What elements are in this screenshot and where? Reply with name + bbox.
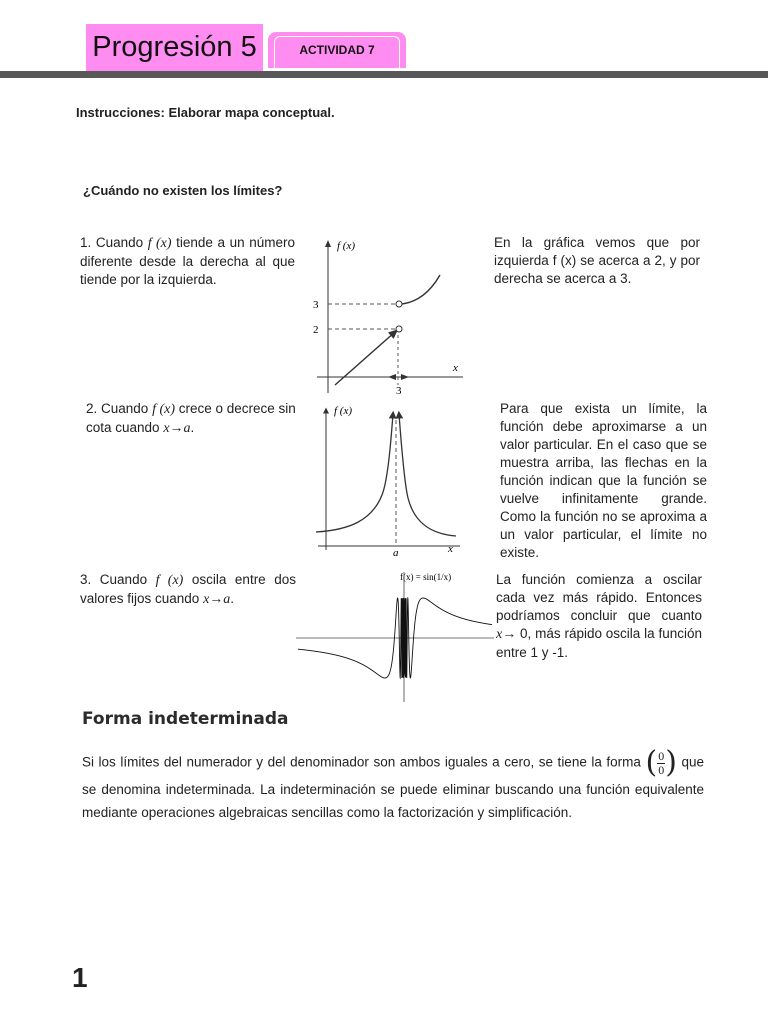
case3-text-part: . xyxy=(230,591,235,606)
x-arrow-left xyxy=(388,374,396,380)
x-axis-label: x xyxy=(448,543,453,555)
fraction-denominator: 0 xyxy=(658,762,665,777)
zero-over-zero-fraction: ( $\frac{0}{0}$ ) xyxy=(645,745,677,780)
activity-tab xyxy=(268,32,406,68)
activity-tab-label: ACTIVIDAD 7 xyxy=(299,43,375,57)
instructions-text: Instrucciones: Elaborar mapa conceptual. xyxy=(76,105,335,120)
case3-math: f (x) xyxy=(155,573,184,588)
right-branch xyxy=(402,275,440,304)
case2-math-limit: x→a xyxy=(163,421,191,436)
case2-text-part: 2. Cuando xyxy=(86,401,153,416)
fraction-numerator: 0 xyxy=(658,748,665,763)
left-branch xyxy=(316,414,393,532)
case3-right-math: x→ xyxy=(496,627,517,642)
y-tick-3: 3 xyxy=(313,299,319,311)
section-text-part: que se denomina indeterminada. La indeterminación se puede eliminar buscando una función equivalente mediante operaciones algebraicas sencillas como la factorización y simplificación. xyxy=(82,754,704,820)
case3-right-part: La función comienza a oscilar cada vez más rápido. Entonces podríamos concluir que cuanto xyxy=(496,572,702,623)
case3-text-part: 3. Cuando xyxy=(80,572,156,587)
case1-math: f (x) xyxy=(147,236,172,251)
graph-sin-oscillation xyxy=(296,568,494,706)
case2-text-part: . xyxy=(190,420,195,435)
case2-math: f (x) xyxy=(152,402,175,417)
open-point-2 xyxy=(396,326,402,332)
case1-text-part: 1. Cuando xyxy=(80,235,148,250)
case3-left-text xyxy=(80,571,296,609)
case3-right-part: 0, más rápido oscila la función entre 1 y -1. xyxy=(496,626,702,660)
header-bar xyxy=(0,71,768,78)
case3-math-limit: x→a xyxy=(203,592,231,607)
page-title: Progresión 5 xyxy=(86,24,263,71)
case1-text-part: tiende a un número diferente desde la derecha al que tiende por la izquierda. xyxy=(80,235,295,287)
case1-right-text: En la gráfica vemos que por izquierda f (x) se acerca a 2, y por derecha se acerca a 3. xyxy=(494,235,700,286)
graph-formula: f(x) = sin(1/x) xyxy=(400,572,452,582)
question-heading: ¿Cuándo no existen los límites? xyxy=(83,183,283,198)
graph-vertical-asymptote xyxy=(310,400,470,560)
case3-text-part: oscila entre dos valores fijos cuando xyxy=(80,572,296,606)
graph-jump-discontinuity xyxy=(305,235,470,400)
section-heading: Forma indeterminada xyxy=(82,709,289,729)
y-axis-label: f (x) xyxy=(337,240,356,252)
y-axis-label: f (x) xyxy=(334,405,353,417)
page-number: 1 xyxy=(72,962,88,993)
case3-right-text xyxy=(496,571,702,662)
case2-right-text: Para que exista un límite, la función debe aproximarse a un valor particular. En el caso que se muestra arriba, las flechas en la función indican que la función se vuelve infinitamente grande. Como la función no se aproxima a un valor particular, el límite no existe. xyxy=(500,401,707,560)
y-tick-2: 2 xyxy=(313,324,319,336)
case1-left-text xyxy=(80,234,295,289)
x-tick-a: a xyxy=(393,547,399,559)
case2-text-part: crece o decrece sin cota cuando xyxy=(86,401,296,435)
open-point-3 xyxy=(396,301,402,307)
section-body xyxy=(82,745,704,824)
x-tick-3: 3 xyxy=(396,385,402,397)
section-text-part: Si los límites del numerador y del denominador son ambos iguales a cero, se tiene la forma xyxy=(82,754,646,770)
x-axis-label: x xyxy=(453,362,458,374)
x-arrow-right xyxy=(401,374,409,380)
case2-left-text xyxy=(86,400,296,438)
right-branch xyxy=(399,414,456,536)
